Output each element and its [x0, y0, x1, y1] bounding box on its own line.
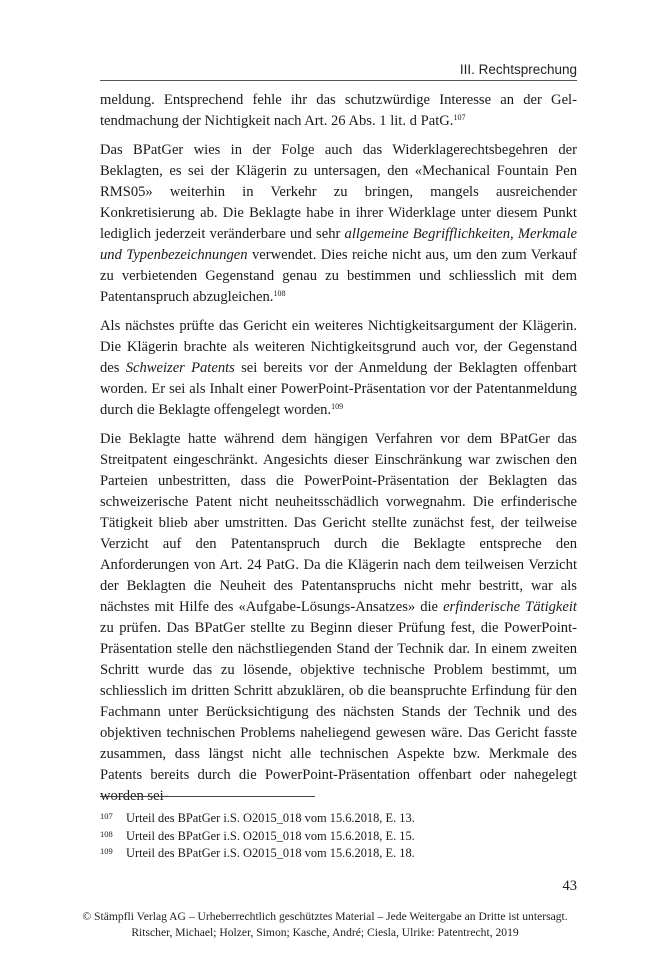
body-text	[100, 90, 577, 815]
paragraph	[100, 316, 577, 421]
text-run: zu prüfen. Das BPatGer stellte zu Beginn dieser Prüfung fest, die PowerPoint-Präsentation stelle den nächstliegenden Stand der Technik dar. In einem zweiten Schritt wurde das zu lösende, objektive technische Problem bestimmt, um schliesslich im dritten Schritt abzuklären, ob die beanspruchte Erfindung für den Fachmann unter Berücksichtigung des nächsten Stands der Technik und des objektiven technischen Problems naheliegend gewesen wäre. Das Gericht fasste zusammen, dass längst nicht alle technischen Aspekte bzw. Merkmale des Patents bereits durch die PowerPoint-Präsentation offenbart oder nahegelegt worden sei-	[100, 620, 577, 804]
text-run: verwendet. Dies reiche nicht aus, um den zum Verkauf zu verbietenden Gegenstand genau zu bestimmen und schliesslich mit dem Patentanspruch abzugleichen.	[100, 247, 577, 305]
footnotes	[100, 810, 577, 863]
header-rule	[100, 80, 577, 81]
text-run: Das BPatGer wies in der Folge auch das Widerklagerechtsbegehren der Beklagten, es sei der Klägerin zu untersagen, den «Mechanical Fountain Pen RMS05» weiterhin in Verkehr zu bringen, mangels ausreichender Konkretisierung ab. Die Beklagte habe in ihrer Widerklage unter diesem Punkt lediglich jederzeit veränderbare und sehr	[100, 142, 577, 242]
footnote-ref: 108	[273, 289, 286, 298]
emphasis: erfinderische Tätigkeit	[443, 599, 577, 615]
footnote-text: Urteil des BPatGer i.S. O2015_018 vom 15.6.2018, E. 18.	[126, 846, 415, 860]
copyright-notice	[0, 909, 650, 941]
running-header: III. Rechtsprechung	[459, 62, 577, 77]
footnote	[100, 845, 577, 863]
footnote-number: 107	[100, 811, 113, 821]
footnote-rule	[100, 796, 315, 797]
footnote-text: Urteil des BPatGer i.S. O2015_018 vom 15.6.2018, E. 13.	[126, 811, 415, 825]
text-run: Die Beklagte hatte während dem hängigen Verfahren vor dem BPatGer das Streitpatent eingeschränkt. Angesichts dieser Einschränkung war zwischen den Parteien unbestritten, dass die PowerPoint-Präsentation der Beklagten das schweizerische Patent nicht neuheitsschädlich vorwegnahm. Die erfinderische Tätigkeit blieb aber umstritten. Das Gericht stellte zunächst fest, der teilweise Verzicht auf den Patentanspruch durch die Beklagte entspreche den Anforderungen von Art. 24 PatG. Da die Klägerin nach dem teilweisen Verzicht der Beklagten die Neuheit des Patentanspruchs nicht mehr bestritt, war als nächstes mit Hilfe des «Aufgabe-Lösungs-Ansatzes» die	[100, 431, 577, 615]
footnote-number: 108	[100, 828, 113, 839]
footnote-number: 109	[100, 846, 113, 856]
text-run: sei bereits vor der Anmeldung der Beklagten offenbart worden. Er sei als Inhalt einer PowerPoint-Präsentation vor der Patentanmeldung durch die Beklagte offengelegt worden.	[100, 360, 577, 418]
footnote-ref: 109	[331, 402, 344, 411]
footnote	[100, 810, 577, 828]
text-run: Als nächstes prüfte das Gericht ein weiteres Nichtigkeitsargument der Klägerin. Die Klägerin brachte als weiteren Nichtigkeitsgrund auch vor, der Gegenstand des	[100, 318, 577, 376]
paragraph	[100, 140, 577, 308]
emphasis: Schweizer Patents	[125, 360, 235, 376]
copyright-line-1: © Stämpfli Verlag AG – Urheberrechtlich geschütztes Material – Jede Weitergabe an Dritte ist untersagt.	[82, 910, 568, 923]
footnote-text: Urteil des BPatGer i.S. O2015_018 vom 15.6.2018, E. 15.	[126, 828, 415, 843]
paragraph	[100, 429, 577, 807]
emphasis: allgemeine Begrifflichkeiten, Merkmale und Typenbezeichnungen	[100, 226, 577, 263]
footnote	[100, 828, 577, 846]
text-run: meldung. Entsprechend fehle ihr das schutzwürdige Interesse an der Geltendmachung der Nichtigkeit nach Art. 26 Abs. 1 lit. d PatG.	[100, 92, 577, 129]
copyright-line-2: Ritscher, Michael; Holzer, Simon; Kasche, André; Ciesla, Ulrike: Patentrecht, 2019	[131, 926, 519, 939]
footnote-ref: 107	[453, 113, 466, 122]
page-number: 43	[562, 878, 577, 894]
paragraph	[100, 90, 577, 132]
